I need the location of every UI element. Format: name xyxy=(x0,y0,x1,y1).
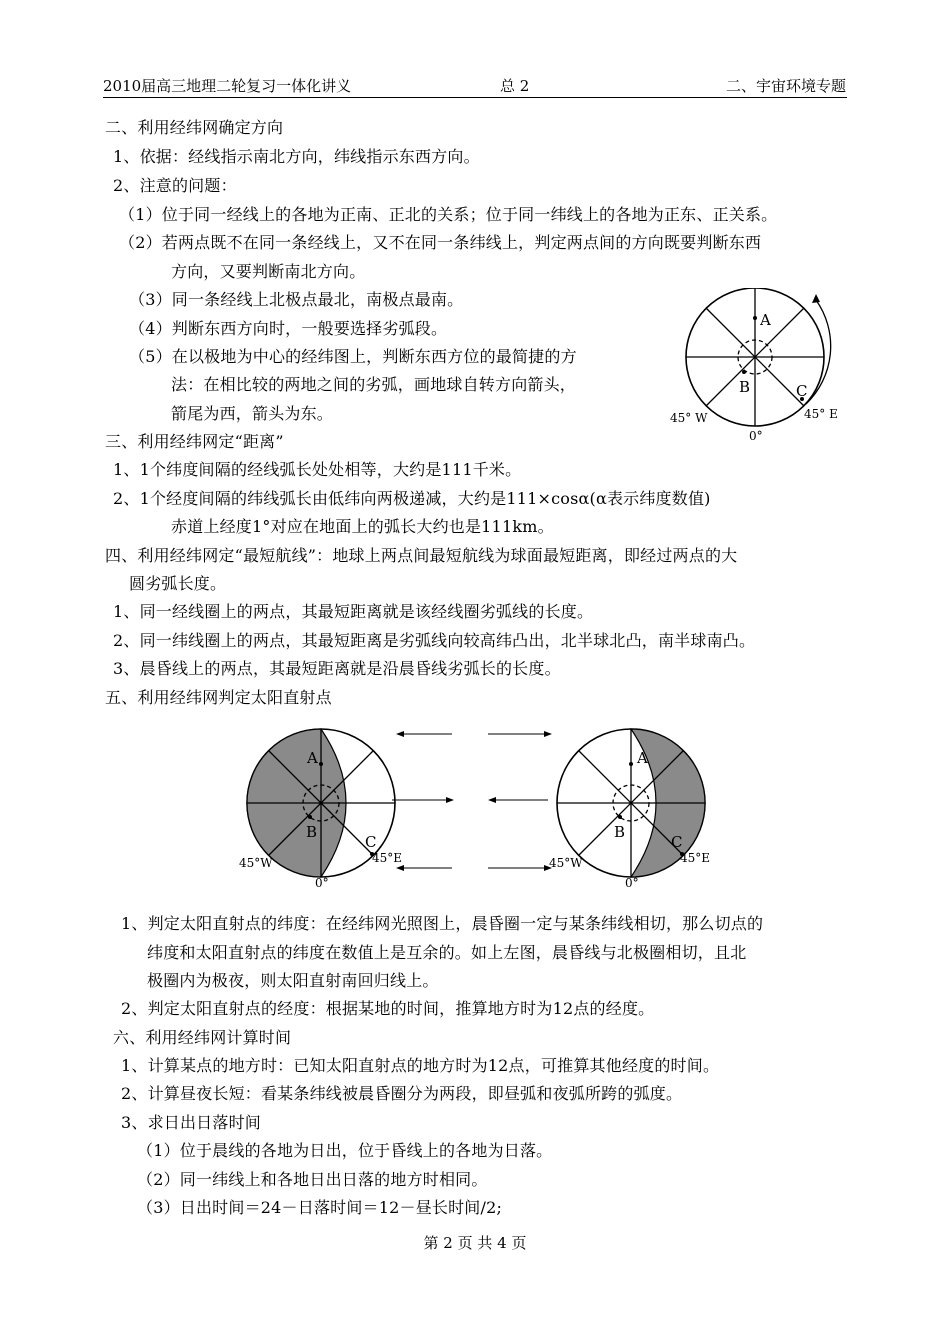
text-line: 1、1个纬度间隔的经线弧长处处相等，大约是111千米。 xyxy=(113,460,522,479)
text-line: （1）位于同一经线上的各地为正南、正北的关系；位于同一纬线上的各地为正东、正关系。 xyxy=(119,205,778,224)
point-b-label: B xyxy=(739,378,751,396)
text-line: 2、判定太阳直射点的经度：根据某地的时间，推算地方时为12点的经度。 xyxy=(121,999,655,1018)
text-line: 3、晨昏线上的两点，其最短距离就是沿晨昏线劣弧长的长度。 xyxy=(113,659,561,678)
header-right: 二、宇宙环境专题 xyxy=(725,77,846,95)
header-left: 2010届高三地理二轮复习一体化讲义 xyxy=(103,77,352,95)
label-45w: 45° W xyxy=(670,411,708,425)
label-45w: 45°W xyxy=(239,856,273,870)
text-line: （4）判断东西方向时，一般要选择劣弧段。 xyxy=(129,319,448,338)
text-line: 1、判定太阳直射点的纬度：在经纬网光照图上，晨昏圈一定与某条纬线相切，那么切点的 xyxy=(121,914,764,933)
header-rule xyxy=(103,97,847,98)
text-line: 2、1个经度间隔的纬线弧长由低纬向两极递减，大约是111×cosα(α表示纬度数值) xyxy=(113,489,711,508)
label-45w: 45°W xyxy=(549,856,583,870)
text-line: 3、求日出日落时间 xyxy=(121,1113,261,1132)
point-c-label: C xyxy=(365,833,377,851)
label-45e: 45°E xyxy=(372,851,403,865)
text-line: 方向，又要判断南北方向。 xyxy=(171,262,366,281)
text-line: 1、依据：经线指示南北方向，纬线指示东西方向。 xyxy=(113,147,480,166)
text-line: 1、计算某点的地方时：已知太阳直射点的地方时为12点，可推算其他经度的时间。 xyxy=(121,1056,720,1075)
text-line: 1、同一经线圈上的两点，其最短距离就是该经线圈劣弧线的长度。 xyxy=(113,602,594,621)
rotation-arrows xyxy=(390,726,560,876)
illumination-figure-left xyxy=(236,726,416,892)
text-line: （5）在以极地为中心的经纬图上，判断东西方位的最简捷的方 xyxy=(129,347,577,366)
point-b-label: B xyxy=(306,823,318,841)
text-line: 赤道上经度1°对应在地面上的弧长大约也是111km。 xyxy=(171,517,554,536)
point-b-label: B xyxy=(614,823,626,841)
text-line: 三、利用经纬网定“距离” xyxy=(105,432,284,451)
point-a-label: A xyxy=(760,311,771,329)
text-line: 箭尾为西，箭头为东。 xyxy=(171,404,334,423)
point-c-label: C xyxy=(796,382,808,400)
page-footer: 第 2 页 共 4 页 xyxy=(423,1234,527,1252)
point-a-label: A xyxy=(307,749,318,767)
illumination-figure-right xyxy=(546,726,726,892)
point-a-label: A xyxy=(637,749,648,767)
text-line: 五、利用经纬网判定太阳直射点 xyxy=(105,688,332,707)
text-line: 圆劣弧长度。 xyxy=(129,574,227,593)
text-line: 六、利用经纬网计算时间 xyxy=(113,1028,292,1047)
label-45e: 45°E xyxy=(680,851,711,865)
text-line: 2、注意的问题： xyxy=(113,176,237,195)
label-0: 0° xyxy=(749,429,763,443)
header-center: 总 2 xyxy=(500,77,530,95)
label-0: 0° xyxy=(315,876,329,890)
label-0: 0° xyxy=(625,876,639,890)
polar-direction-figure xyxy=(666,288,848,448)
text-line: 2、计算昼夜长短：看某条纬线被晨昏圈分为两段，即昼弧和夜弧所跨的弧度。 xyxy=(121,1084,683,1103)
text-line: 法：在相比较的两地之间的劣弧，画地球自转方向箭头， xyxy=(171,375,577,394)
text-line: 二、利用经纬网确定方向 xyxy=(105,118,284,137)
text-line: （2）同一纬线上和各地日出日落的地方时相同。 xyxy=(137,1170,488,1189)
text-line: （1）位于晨线的各地为日出，位于昏线上的各地为日落。 xyxy=(137,1141,553,1160)
text-line: （3）日出时间＝24－日落时间＝12－昼长时间/2; xyxy=(137,1198,503,1217)
text-line: 2、同一纬线圈上的两点，其最短距离是劣弧线向较高纬凸出，北半球北凸，南半球南凸。 xyxy=(113,631,756,650)
text-line: （3）同一条经线上北极点最北，南极点最南。 xyxy=(129,290,464,309)
point-c-label: C xyxy=(671,833,683,851)
text-line: 极圈内为极夜，则太阳直射南回归线上。 xyxy=(147,971,439,990)
text-line: 纬度和太阳直射点的纬度在数值上是互余的。如上左图，晨昏线与北极圈相切，且北 xyxy=(147,943,747,962)
text-line: 四、利用经纬网定“最短航线”：地球上两点间最短航线为球面最短距离，即经过两点的大 xyxy=(105,546,738,565)
text-line: （2）若两点既不在同一条经线上，又不在同一条纬线上，判定两点间的方向既要判断东西 xyxy=(119,233,762,252)
label-45e: 45° E xyxy=(804,407,838,421)
